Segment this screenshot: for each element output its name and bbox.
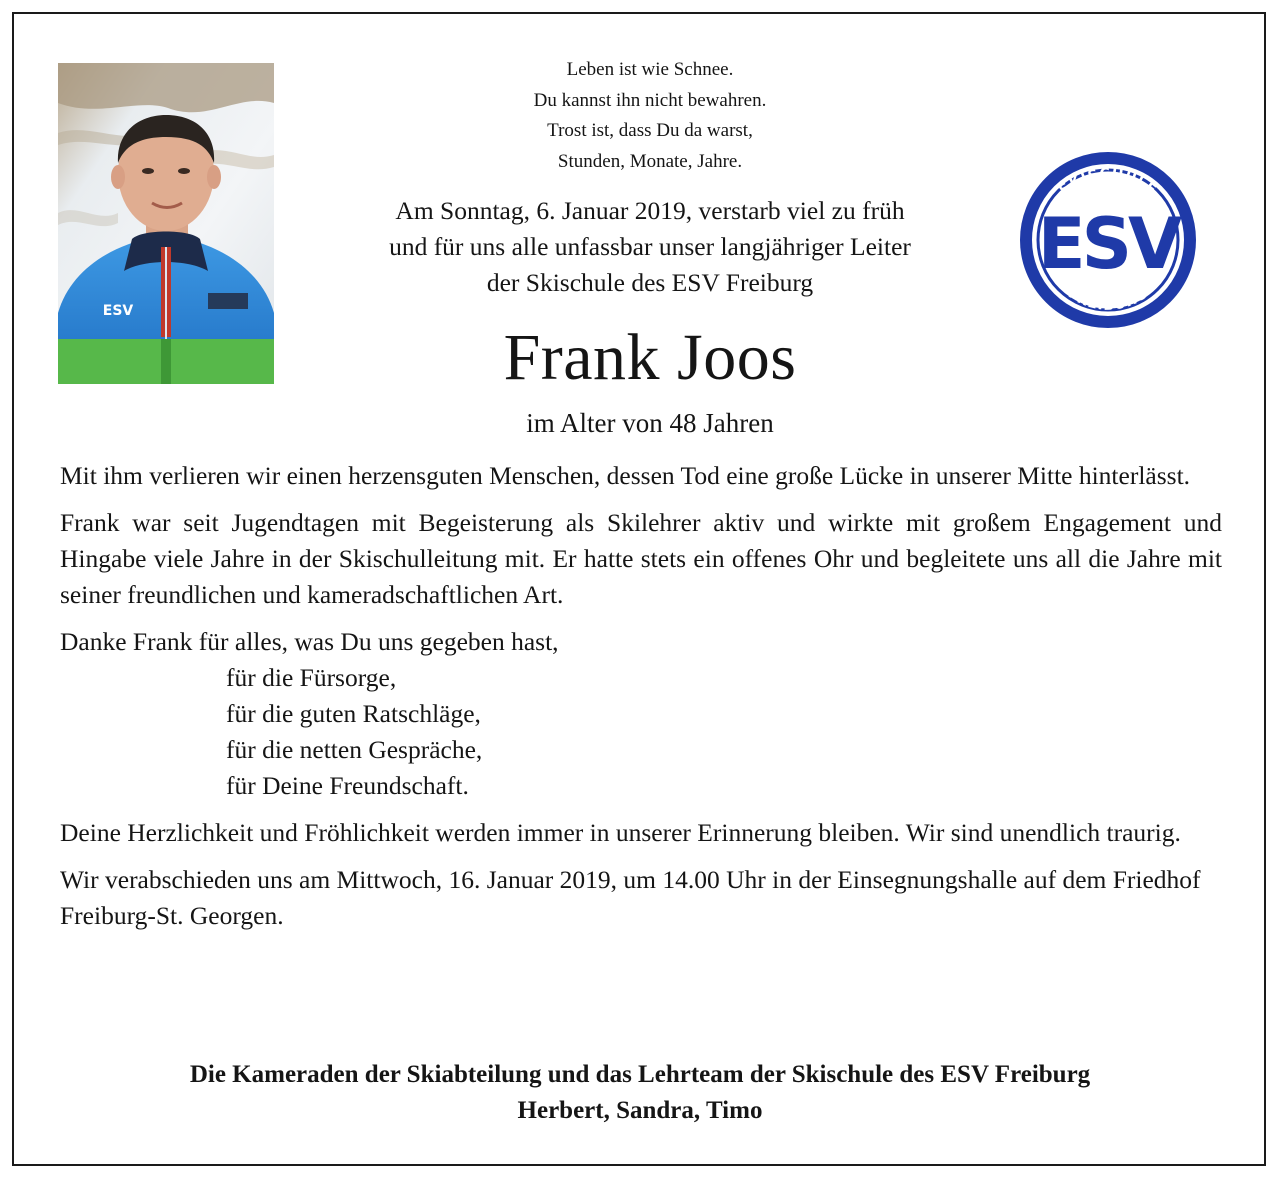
logo-bottom-text: FREIBURG	[1065, 285, 1151, 314]
jacket-logo-text: ESV	[102, 303, 134, 319]
signature	[40, 1057, 1240, 1129]
death-announcement	[300, 193, 1000, 301]
signature-line: Die Kameraden der Skiabteilung und das Lehrteam der Skischule des ESV Freiburg	[189, 1061, 1091, 1088]
paragraph-loss: Mit ihm verlieren wir einen herzensguten Menschen, dessen Tod eine große Lücke in unserer Mitte hinterlässt.	[60, 461, 1191, 490]
thanks-line: für Deine Freundschaft.	[226, 771, 469, 800]
intro-line: Am Sonntag, 6. Januar 2019, verstarb viel zu früh	[395, 196, 905, 225]
thanks-line: Danke Frank für alles, was Du uns gegeben hast,	[60, 627, 559, 656]
logo-center-text: ESV	[1037, 203, 1179, 285]
obituary-body	[60, 458, 1222, 945]
esv-skischule-logo	[1016, 150, 1200, 330]
intro-line: der Skischule des ESV Freiburg	[486, 268, 814, 297]
signature-line: Herbert, Sandra, Timo	[517, 1097, 763, 1124]
intro-line: und für uns alle unfassbar unser langjähriger Leiter	[389, 232, 911, 261]
paragraph-memory: Deine Herzlichkeit und Fröhlichkeit werden immer in unserer Erinnerung bleiben. Wir sind unendlich traurig.	[60, 818, 1181, 847]
paragraph-funeral: Wir verabschieden uns am Mittwoch, 16. Januar 2019, um 14.00 Uhr in der Einsegnungshalle auf dem Friedhof Freiburg-St. Georgen.	[60, 865, 1201, 930]
logo-top-text: SKISCHULE	[1056, 165, 1160, 199]
portrait-photo	[58, 63, 274, 384]
poem-line: Du kannst ihn nicht bewahren.	[533, 89, 767, 111]
deceased-age: im Alter von 48 Jahren	[526, 408, 774, 438]
thanks-line: für die netten Gespräche,	[226, 735, 483, 764]
thanks-list	[60, 624, 1222, 804]
poem-line: Trost ist, dass Du da warst,	[547, 120, 753, 141]
thanks-line: für die Fürsorge,	[226, 663, 397, 692]
poem-line: Leben ist wie Schnee.	[566, 59, 734, 80]
poem-line: Stunden, Monate, Jahre.	[557, 150, 743, 172]
deceased-name: Frank Joos	[503, 321, 797, 394]
poem	[400, 55, 900, 177]
thanks-line: für die guten Ratschläge,	[226, 699, 481, 728]
paragraph-biography: Frank war seit Jugendtagen mit Begeisterung als Skilehrer aktiv und wirkte mit großem Engagement und Hingabe viele Jahre in der Skischulleitung mit. Er hatte stets ein offenes Ohr und begleitete uns all die Jahre mit seiner freundlichen und kameradschaftlichen Art.	[60, 508, 1222, 609]
